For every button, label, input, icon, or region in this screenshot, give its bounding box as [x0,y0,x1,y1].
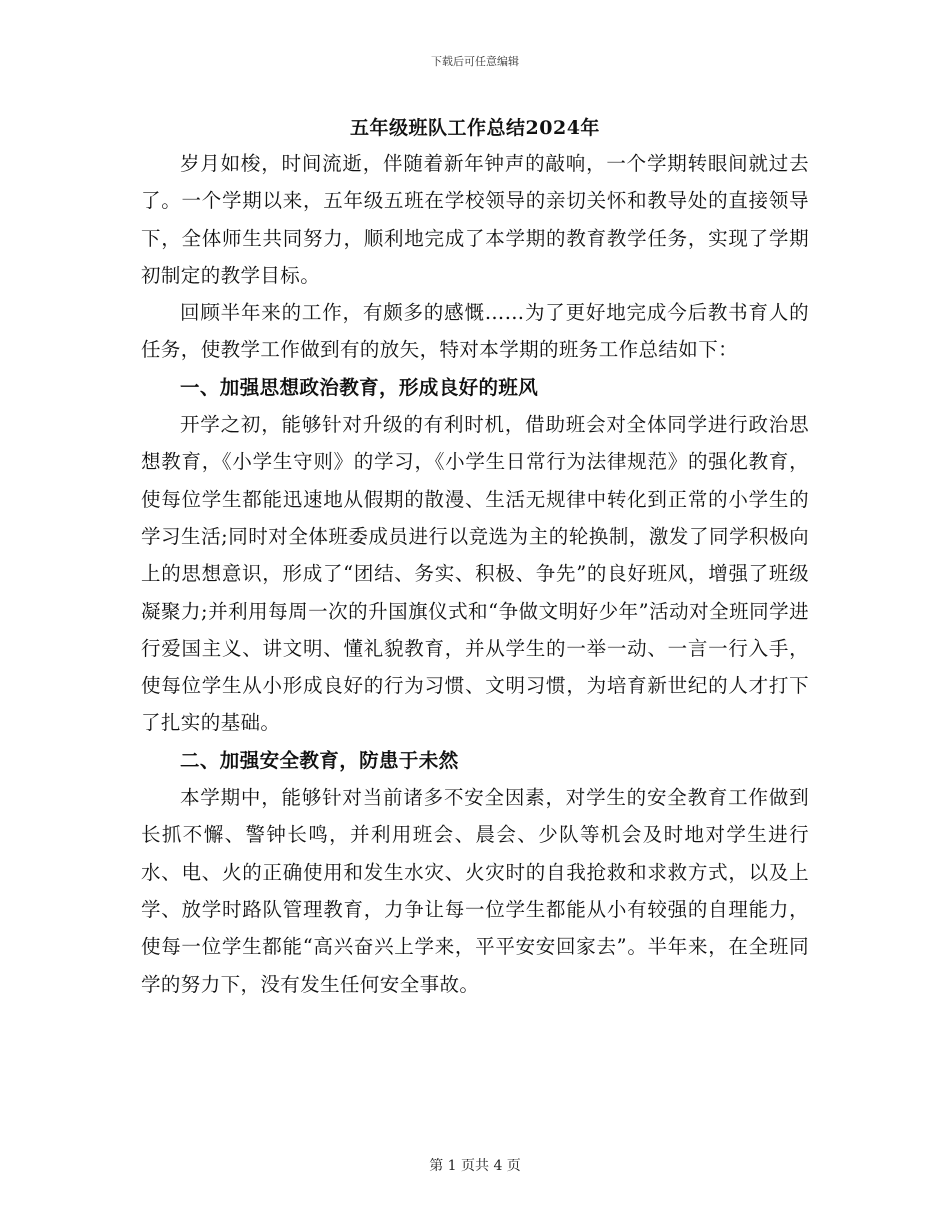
header-note: 下载后可任意编辑 [431,55,519,68]
document-body [141,145,809,1003]
document-title: 五年级班队工作总结2024年 [350,117,600,139]
paragraph-intro: 岁月如梭，时间流逝，伴随着新年钟声的敲响，一个学期转眼间就过去了。一个学期以来，五年级五班在学校领导的亲切关怀和教导处的直接领导下，全体师生共同努力，顺利地完成了本学期的教育教学任务，实现了学期初制定的教学目标。 [141,152,809,287]
paragraph-review: 回顾半年来的工作，有颇多的感慨……为了更好地完成今后教书育人的任务，使教学工作做到有的放矢，特对本学期的班务工作总结如下： [141,301,809,362]
section-heading-ideology: 一、加强思想政治教育，形成良好的班风 [180,375,539,399]
paragraph-safety: 本学期中，能够针对当前诸多不安全因素，对学生的安全教育工作做到长抓不懈、警钟长鸣，并利用班会、晨会、少队等机会及时地对学生进行水、电、火的正确使用和发生水灾、火灾时的自我抢救和求救方式，以及上学、放学时路队管理教育，力争让每一位学生都能从小有较强的自理能力，使每一位学生都能“高兴奋兴上学来，平平安安回家去”。半年来，在全班同学的努力下，没有发生任何安全事故。 [141,786,809,996]
page-number: 第 1 页共 4 页 [429,1158,521,1174]
section-heading-safety: 二、加强安全教育，防患于未然 [180,748,459,772]
paragraph-ideology: 开学之初，能够针对升级的有利时机，借助班会对全体同学进行政治思想教育，《小学生守则》的学习，《小学生日常行为法律规范》的强化教育，使每位学生都能迅速地从假期的散漫、生活无规律中转化到正常的小学生的学习生活;同时对全体班委成员进行以竞选为主的轮换制，激发了同学积极向上的思想意识，形成了“团结、务实、积极、争先”的良好班风，增强了班级凝聚力;并利用每周一次的升国旗仪式和“争做文明好少年”活动对全班同学进行爱国主义、讲文明、懂礼貌教育，并从学生的一举一动、一言一行入手，使每位学生从小形成良好的行为习惯、文明习惯，为培育新世纪的人才打下了扎实的基础。 [141,413,809,735]
